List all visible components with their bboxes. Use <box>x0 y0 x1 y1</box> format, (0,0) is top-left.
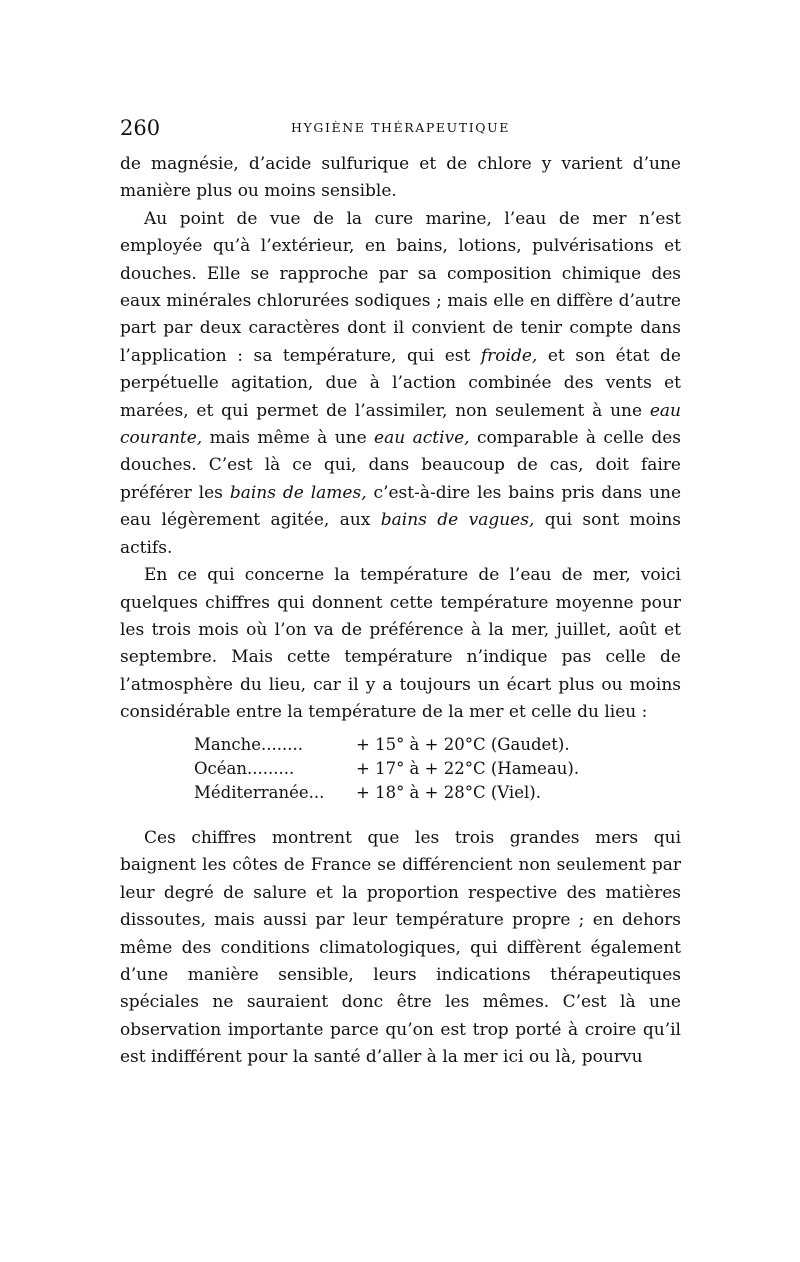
temperature-range: + 18° à + 28° <box>356 783 473 802</box>
temperature-source: C (Hameau). <box>473 759 580 778</box>
paragraph <box>120 151 681 206</box>
paragraph-text: Au point de vue de la cure marine, l’eau de mer n’est employée qu’à l’extérieur, en bains, lotions, pulvérisations et douches. Elle se rapproche par sa composition chimique des eaux minérales chlorurées sodiques ; mais elle en diffère d’autre part par deux caractères dont il convient de tenir compte dans l’application : sa température, qui est <box>120 208 681 366</box>
paragraph-text: de magnésie, d’acide sulfurique et de chlore y varient d’une manière plus ou moins sensible. <box>120 154 681 202</box>
sea-name: Manche........ <box>194 735 303 754</box>
page-number: 260 <box>120 116 161 140</box>
temperature-range: + 17° à + 22° <box>356 759 473 778</box>
temperature-source: C (Viel). <box>473 783 541 802</box>
italic-term: bains de vagues, <box>380 510 535 531</box>
italic-term: eau active, <box>374 428 470 449</box>
temperature-range: + 15° à + 20° <box>356 735 473 754</box>
temperature-row <box>194 757 634 781</box>
paragraph <box>120 562 681 726</box>
paragraph-text: comparable à celle des douches. C’est là ce qui, dans beaucoup de cas, doit faire préférer les <box>120 428 681 503</box>
italic-term: froide, <box>480 345 538 366</box>
paragraph <box>120 206 681 562</box>
paragraph-text: c’est-à-dire les bains pris dans une eau légèrement agitée, aux <box>120 482 682 531</box>
body-text-continued <box>120 825 681 1072</box>
temperature-source: C (Gaudet). <box>473 735 570 754</box>
italic-term: bains de lames, <box>229 482 367 503</box>
running-title: HYGIÈNE THÉRAPEUTIQUE <box>291 120 510 135</box>
paragraph-text: Ces chiffres montrent que les trois grandes mers qui baignent les côtes de France se différencient non seulement par leur degré de salure et la proportion respective des matières dissoutes, mais aussi par leur température propre ; en dehors même des conditions climatologiques, qui diffèrent également d’une manière sensible, leurs indications thérapeutiques spéciales ne sauraient donc être les mêmes. C’est là une observation importante parce qu’on est trop porté à croire qu’il est indifférent pour la santé d’aller à la mer ici ou là, pourvu <box>120 828 681 1068</box>
paragraph-text: En ce qui concerne la température de l’eau de mer, voici quelques chiffres qui donnent cette température moyenne pour les trois mois où l’on va de préférence à la mer, juillet, août et septembre. Mais cette température n’indique pas celle de l’atmosphère du lieu, car il y a toujours un écart plus ou moins considérable entre la température de la mer et celle du lieu : <box>120 565 681 723</box>
temperature-row <box>194 781 634 805</box>
italic-term: eau courante, <box>120 400 681 449</box>
sea-name: Océan......... <box>194 759 295 778</box>
body-text <box>120 151 681 727</box>
paragraph <box>120 825 681 1072</box>
temperature-row <box>194 733 634 757</box>
page-header <box>120 116 681 140</box>
temperature-table <box>194 733 634 805</box>
sea-name: Méditerranée... <box>194 783 325 802</box>
paragraph-text: et son état de perpétuelle agitation, due à l’action combinée des vents et marées, et qui permet de l’assimiler, non seulement à une <box>120 345 681 421</box>
paragraph-text: qui sont moins actifs. <box>120 510 682 558</box>
paragraph-text: mais même à une <box>202 428 375 449</box>
